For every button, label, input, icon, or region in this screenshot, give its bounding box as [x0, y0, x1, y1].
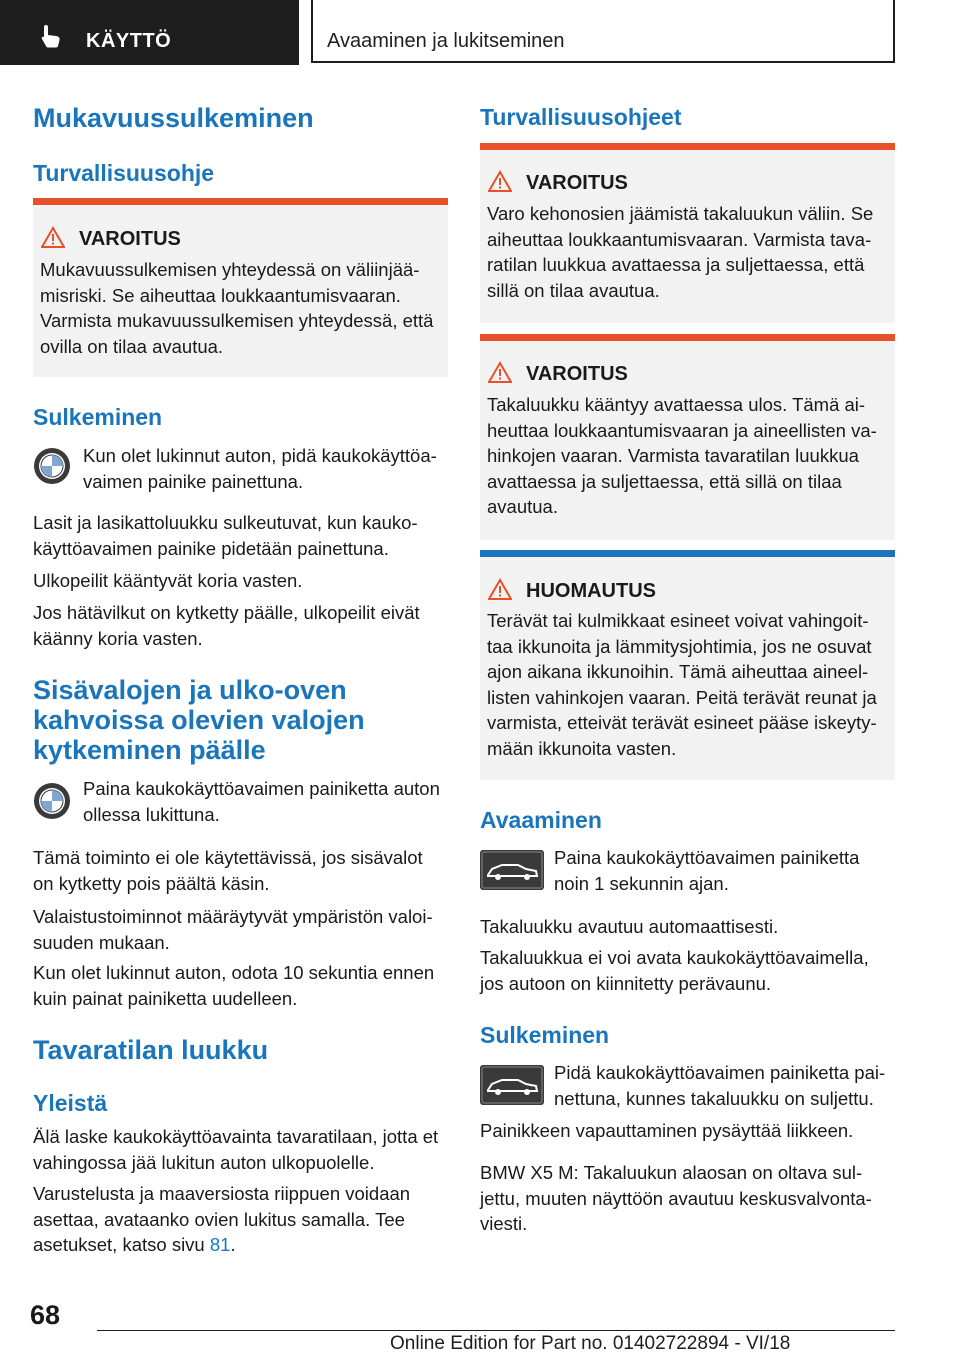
warning-box-body-parts — [480, 143, 895, 323]
warning-bar — [480, 334, 895, 341]
heading-safety-notes: Turvallisuusohjeet — [480, 104, 682, 130]
heading-opening: Avaaminen — [480, 807, 602, 833]
notice-box-windows — [480, 550, 895, 780]
remote-key-lock-icon — [33, 782, 71, 820]
warning-title: VAROITUS — [526, 363, 628, 385]
warning-triangle-icon — [488, 170, 512, 192]
warning-bar — [480, 143, 895, 150]
notice-body: Terävät tai kulmikkaat esineet voivat vahingoit-taa ikkunoita ja lämmitysjohtimia, jos ne osuvat ajon aikana ikkunoihin. Tämä aiheuttaa aineel-listen vahinkojen vaaran. Peitä terävät reunat ja varmista, etteivät terävät esineet pääse iskeyty-mään ikkunoita vasten. — [487, 610, 877, 759]
chapter-title: Avaaminen ja lukitseminen — [327, 30, 565, 52]
heading-closing: Sulkeminen — [480, 1022, 610, 1048]
paragraph: Älä laske kaukokäyttöavainta tavaratilaan, jotta et vahingossa jää lukitun auton ulkopuolelle. — [33, 1126, 439, 1173]
page-link[interactable]: 81 — [209, 1234, 231, 1255]
tailgate-button-icon — [480, 1065, 544, 1105]
paragraph: Ulkopeilit kääntyvät koria vasten. — [33, 570, 303, 591]
paragraph: Valaistustoiminnot määräytyvät ympäristön valoi-suuden mukaan. — [33, 906, 433, 953]
closing-instruction: Pidä kaukokäyttöavaimen painiketta pai-nettuna, kunnes takaluukku on suljettu. — [554, 1062, 886, 1109]
notice-triangle-icon — [488, 578, 512, 600]
section-label: KÄYTTÖ — [86, 30, 172, 52]
page-number: 68 — [30, 1300, 61, 1330]
lights-instruction: Paina kaukokäyttöavaimen painiketta auton ollessa lukittuna. — [83, 778, 440, 825]
heading-trunk: Tavaratilan luukku — [33, 1035, 269, 1065]
warning-box-comfort — [33, 198, 448, 377]
warning-body: Takaluukku kääntyy avattaessa ulos. Tämä ai-heuttaa loukkaantumisvaaran ja aineellisten va-hinkojen vaaran. Varmista tavaratilan luukkua avattaessa ja suljettaessa, että sillä on tilaa avautua. — [487, 394, 877, 517]
warning-triangle-icon — [41, 226, 65, 248]
warning-title: VAROITUS — [79, 228, 181, 250]
paragraph-text: Varustelusta ja maaversiosta riippuen voidaan asettaa, avataanko ovien lukitus samalla. Tee asetukset, katso sivu — [33, 1183, 411, 1255]
paragraph: Jos hätävilkut on kytketty päälle, ulkopeilit eivät käänny koria vasten. — [33, 602, 420, 649]
paragraph: Painikkeen vapauttaminen pysäyttää liikkeen. — [480, 1120, 854, 1141]
paragraph: Tämä toiminto ei ole käytettävissä, jos sisävalot on kytketty pois päältä käsin. — [33, 847, 423, 894]
remote-key-lock-icon — [33, 447, 71, 485]
heading-lights: Sisävalojen ja ulko-oven kahvoissa olevien valojen kytkeminen päälle — [33, 675, 365, 765]
paragraph-with-link — [33, 1181, 448, 1258]
heading-closing: Sulkeminen — [33, 404, 163, 430]
chapter-header — [311, 0, 895, 63]
heading-safety-note: Turvallisuusohje — [33, 160, 215, 186]
section-tab — [0, 0, 299, 65]
opening-instruction: Paina kaukokäyttöavaimen painiketta noin 1 sekunnin ajan. — [554, 847, 860, 894]
heading-general: Yleistä — [33, 1090, 108, 1116]
paragraph: Lasit ja lasikattoluukku sulkeutuvat, kun kauko-käyttöavaimen painike pidetään painettuna. — [33, 512, 418, 559]
paragraph-end: . — [230, 1234, 236, 1255]
paragraph: Takaluukkua ei voi avata kaukokäyttöavaimella, jos autoon on kiinnitetty perävaunu. — [480, 947, 869, 994]
paragraph: BMW X5 M: Takaluukun alaosan on oltava sul-jettu, muuten näyttöön avautuu keskusvalvonta-viesti. — [480, 1162, 872, 1234]
footer-edition: Online Edition for Part no. 01402722894 - VI/18 — [390, 1333, 791, 1354]
paragraph: Kun olet lukinnut auton, odota 10 sekuntia ennen kuin painat painiketta uudelleen. — [33, 962, 435, 1009]
warning-body: Varo kehonosien jäämistä takaluukun väliin. Se aiheuttaa loukkaantumisvaaran. Varmista tava-ratilan luukkua avattaessa ja suljettaessa, että sillä on tilaa avautua. — [487, 203, 874, 301]
tailgate-button-icon — [480, 850, 544, 890]
heading-comfort-closing: Mukavuussulkeminen — [33, 103, 314, 133]
hand-pointer-icon — [40, 24, 62, 48]
warning-box-tailgate — [480, 334, 895, 540]
notice-bar — [480, 550, 895, 557]
paragraph: Takaluukku avautuu automaattisesti. — [480, 916, 779, 937]
warning-bar — [33, 198, 448, 205]
warning-title: VAROITUS — [526, 172, 628, 194]
notice-title: HUOMAUTUS — [526, 580, 656, 602]
closing-instruction: Kun olet lukinnut auton, pidä kaukokäyttöa-vaimen painike painettuna. — [83, 445, 437, 492]
footer-divider — [97, 1330, 895, 1331]
warning-triangle-icon — [488, 361, 512, 383]
warning-body: Mukavuussulkemisen yhteydessä on väliinjää-misriski. Se aiheuttaa loukkaantumisvaaran. Varmista mukavuussulkemisen yhteydessä, että ovilla on tilaa avautua. — [40, 259, 434, 357]
